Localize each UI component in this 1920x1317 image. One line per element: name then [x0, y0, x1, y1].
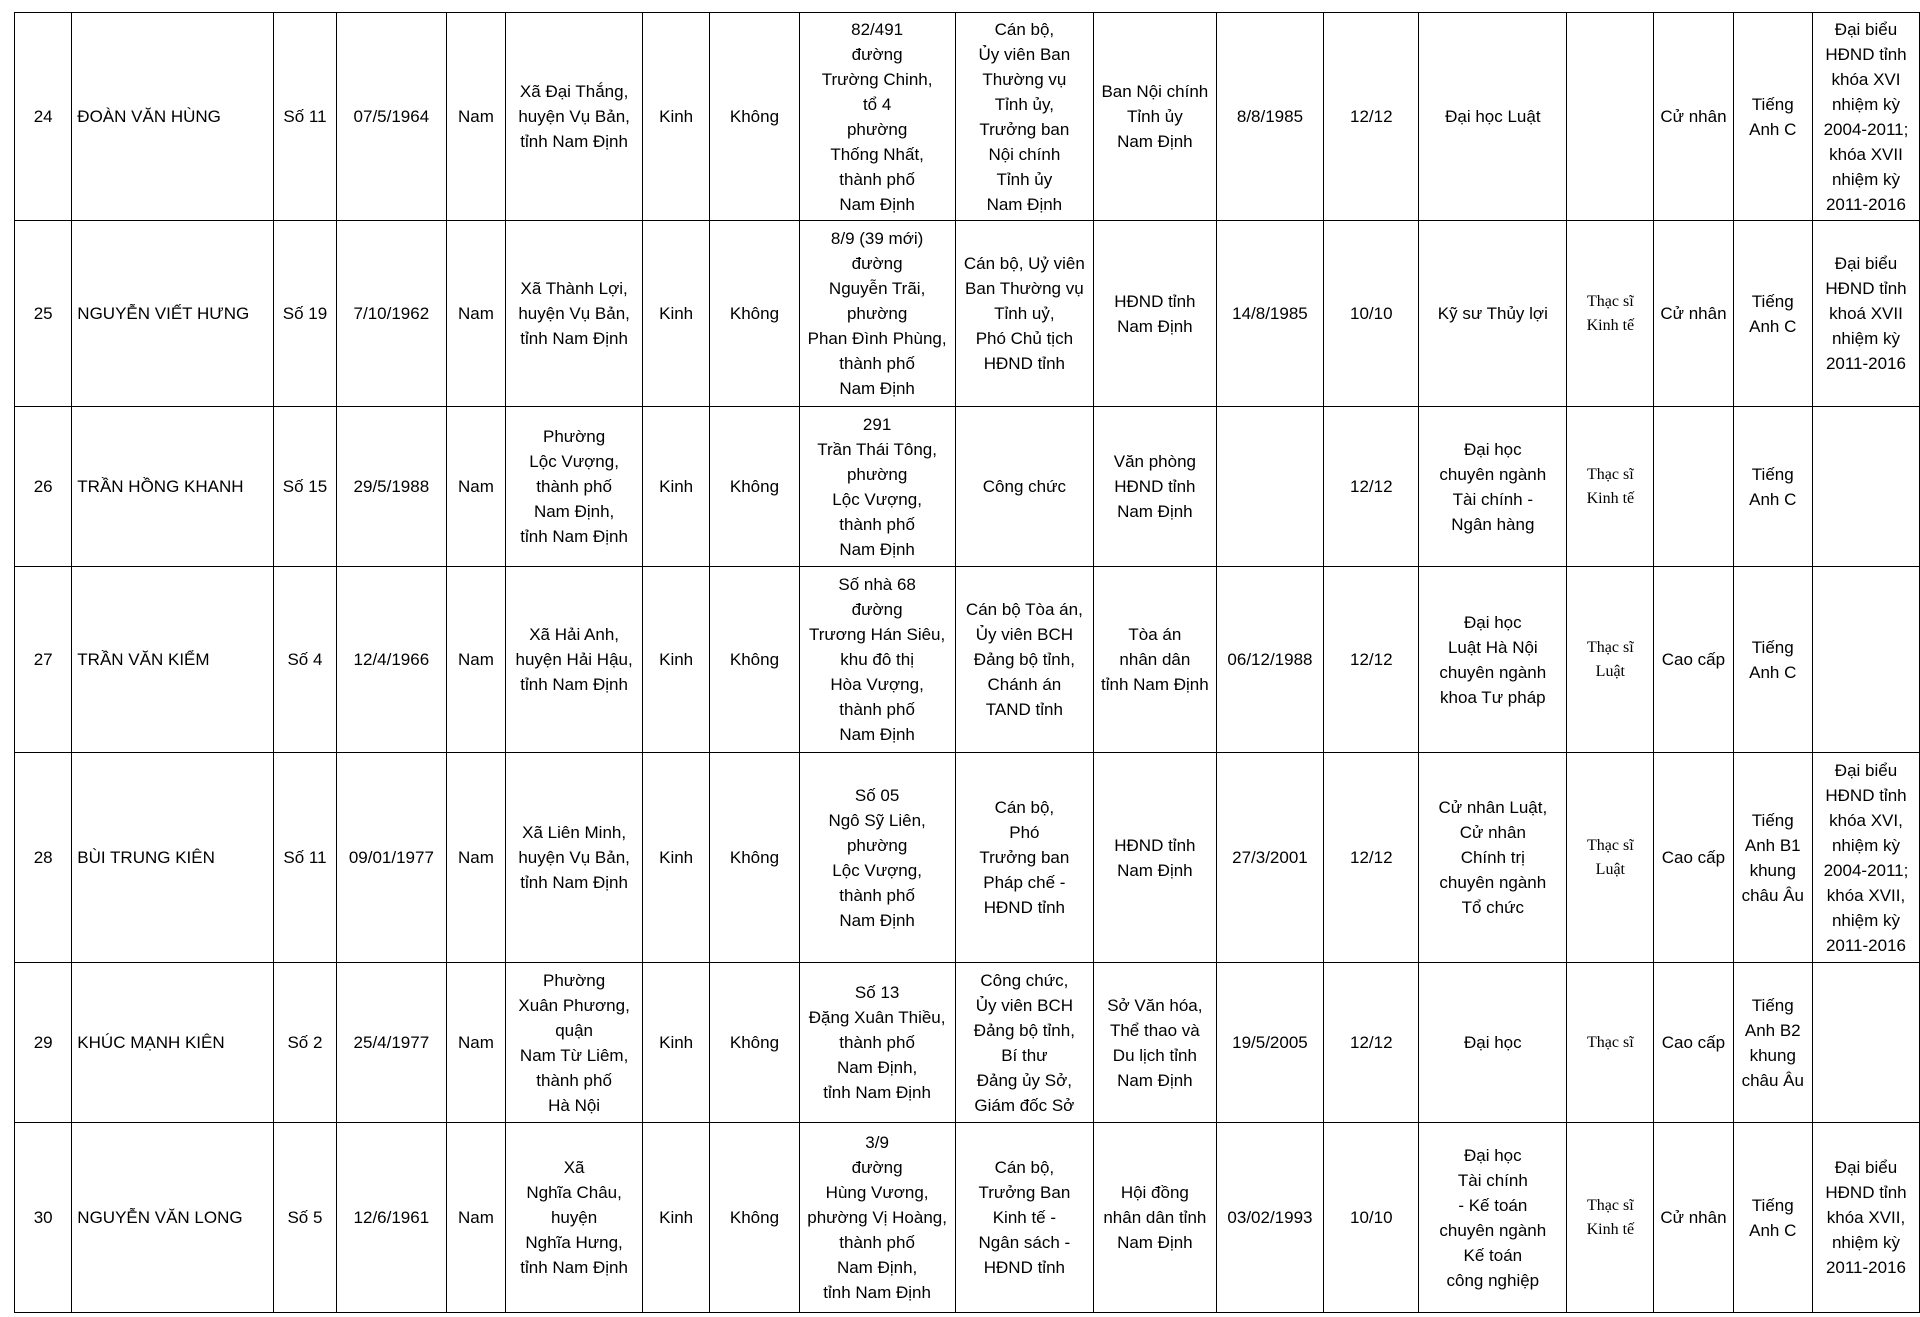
cell-ethnicity: Kinh [642, 221, 709, 407]
cell-religion: Không [710, 753, 799, 963]
cell-political: Cử nhân [1654, 13, 1733, 221]
cell-education: 10/10 [1324, 221, 1419, 407]
cell-specialty: Kỹ sư Thủy lợi [1419, 221, 1567, 407]
cell-name: KHÚC MẠNH KIÊN [72, 963, 274, 1123]
cell-gender: Nam [446, 963, 506, 1123]
cell-gender: Nam [446, 13, 506, 221]
cell-hometown: Phường Xuân Phương, quận Nam Từ Liêm, thành phố Hà Nội [506, 963, 643, 1123]
cell-specialty: Đại học Luật Hà Nội chuyên ngành khoa Tư pháp [1419, 567, 1567, 753]
cell-workplace: HĐND tỉnh Nam Định [1094, 221, 1217, 407]
cell-name: NGUYỄN VĂN LONG [72, 1123, 274, 1313]
cell-council [1812, 567, 1919, 753]
table-row [15, 221, 1920, 407]
cell-hometown: Xã Nghĩa Châu, huyện Nghĩa Hưng, tỉnh Nam Định [506, 1123, 643, 1313]
cell-religion: Không [710, 567, 799, 753]
cell-specialty: Đại học Luật [1419, 13, 1567, 221]
table-row [15, 1123, 1920, 1313]
cell-ethnicity: Kinh [642, 407, 709, 567]
cell-name: TRẦN VĂN KIỂM [72, 567, 274, 753]
cell-name: TRẦN HỒNG KHANH [72, 407, 274, 567]
cell-council: Đại biểu HĐND tỉnh khoá XVII nhiệm kỳ 2011-2016 [1812, 221, 1919, 407]
cell-position: Công chức [955, 407, 1093, 567]
cell-hometown: Xã Hải Anh, huyện Hải Hậu, tỉnh Nam Định [506, 567, 643, 753]
cell-residence: 291 Trần Thái Tông, phường Lộc Vượng, thành phố Nam Định [799, 407, 955, 567]
cell-party-date: 27/3/2001 [1216, 753, 1324, 963]
cell-specialty: Đại học chuyên ngành Tài chính - Ngân hàng [1419, 407, 1567, 567]
cell-workplace: HĐND tỉnh Nam Định [1094, 753, 1217, 963]
cell-ethnicity: Kinh [642, 1123, 709, 1313]
cell-so: Số 5 [273, 1123, 336, 1313]
cell-workplace: Tòa án nhân dân tỉnh Nam Định [1094, 567, 1217, 753]
cell-gender: Nam [446, 753, 506, 963]
cell-specialty: Cử nhân Luật, Cử nhân Chính trị chuyên ngành Tổ chức [1419, 753, 1567, 963]
cell-so: Số 11 [273, 13, 336, 221]
cell-gender: Nam [446, 221, 506, 407]
cell-council [1812, 407, 1919, 567]
cell-name: NGUYỄN VIẾT HƯNG [72, 221, 274, 407]
cell-language: Tiếng Anh B1 khung châu Âu [1733, 753, 1812, 963]
cell-education: 12/12 [1324, 407, 1419, 567]
cell-political: Cử nhân [1654, 1123, 1733, 1313]
cell-party-date: 14/8/1985 [1216, 221, 1324, 407]
cell-name: BÙI TRUNG KIÊN [72, 753, 274, 963]
cell-position: Công chức, Ủy viên BCH Đảng bộ tỉnh, Bí thư Đảng ủy Sở, Giám đốc Sở [955, 963, 1093, 1123]
cell-position: Cán bộ, Trưởng Ban Kinh tế - Ngân sách - HĐND tỉnh [955, 1123, 1093, 1313]
cell-political: Cử nhân [1654, 221, 1733, 407]
cell-degree: Thạc sĩ Kinh tế [1567, 407, 1654, 567]
cell-education: 12/12 [1324, 567, 1419, 753]
cell-religion: Không [710, 1123, 799, 1313]
cell-hometown: Xã Đại Thắng, huyện Vụ Bản, tỉnh Nam Định [506, 13, 643, 221]
cell-position: Cán bộ, Phó Trưởng ban Pháp chế - HĐND tỉnh [955, 753, 1093, 963]
cell-name: ĐOÀN VĂN HÙNG [72, 13, 274, 221]
cell-residence: 3/9 đường Hùng Vương, phường Vị Hoàng, thành phố Nam Định, tỉnh Nam Định [799, 1123, 955, 1313]
cell-position: Cán bộ, Ủy viên Ban Thường vụ Tỉnh ủy, Trưởng ban Nội chính Tỉnh ủy Nam Định [955, 13, 1093, 221]
cell-council [1812, 963, 1919, 1123]
cell-hometown: Xã Thành Lợi, huyện Vụ Bản, tỉnh Nam Định [506, 221, 643, 407]
cell-position: Cán bộ Tòa án, Ủy viên BCH Đảng bộ tỉnh, Chánh án TAND tỉnh [955, 567, 1093, 753]
cell-degree [1567, 13, 1654, 221]
cell-education: 10/10 [1324, 1123, 1419, 1313]
cell-political [1654, 407, 1733, 567]
cell-so: Số 11 [273, 753, 336, 963]
cell-party-date: 19/5/2005 [1216, 963, 1324, 1123]
cell-stt: 28 [15, 753, 72, 963]
cell-education: 12/12 [1324, 963, 1419, 1123]
cell-religion: Không [710, 407, 799, 567]
cell-political: Cao cấp [1654, 963, 1733, 1123]
cell-ethnicity: Kinh [642, 13, 709, 221]
cell-ethnicity: Kinh [642, 567, 709, 753]
cell-dob: 7/10/1962 [337, 221, 447, 407]
cell-dob: 07/5/1964 [337, 13, 447, 221]
candidate-table [14, 12, 1920, 1313]
cell-degree: Thạc sĩ Kinh tế [1567, 221, 1654, 407]
cell-hometown: Xã Liên Minh, huyện Vụ Bản, tỉnh Nam Định [506, 753, 643, 963]
cell-so: Số 15 [273, 407, 336, 567]
cell-stt: 29 [15, 963, 72, 1123]
cell-party-date [1216, 407, 1324, 567]
table-row [15, 13, 1920, 221]
cell-residence: 8/9 (39 mới) đường Nguyễn Trãi, phường Phan Đình Phùng, thành phố Nam Định [799, 221, 955, 407]
cell-dob: 12/6/1961 [337, 1123, 447, 1313]
cell-residence: Số 13 Đặng Xuân Thiều, thành phố Nam Định, tỉnh Nam Định [799, 963, 955, 1123]
cell-ethnicity: Kinh [642, 963, 709, 1123]
cell-stt: 30 [15, 1123, 72, 1313]
cell-council: Đại biểu HĐND tỉnh khóa XVII, nhiệm kỳ 2011-2016 [1812, 1123, 1919, 1313]
cell-dob: 12/4/1966 [337, 567, 447, 753]
cell-degree: Thạc sĩ Luật [1567, 753, 1654, 963]
cell-language: Tiếng Anh B2 khung châu Âu [1733, 963, 1812, 1123]
cell-degree: Thạc sĩ [1567, 963, 1654, 1123]
cell-workplace: Hội đồng nhân dân tỉnh Nam Định [1094, 1123, 1217, 1313]
cell-degree: Thạc sĩ Luật [1567, 567, 1654, 753]
cell-stt: 24 [15, 13, 72, 221]
cell-language: Tiếng Anh C [1733, 1123, 1812, 1313]
cell-stt: 25 [15, 221, 72, 407]
table-row [15, 963, 1920, 1123]
cell-education: 12/12 [1324, 13, 1419, 221]
cell-dob: 29/5/1988 [337, 407, 447, 567]
cell-language: Tiếng Anh C [1733, 407, 1812, 567]
cell-language: Tiếng Anh C [1733, 13, 1812, 221]
cell-position: Cán bộ, Uỷ viên Ban Thường vụ Tỉnh uỷ, Phó Chủ tịch HĐND tỉnh [955, 221, 1093, 407]
cell-hometown: Phường Lộc Vượng, thành phố Nam Định, tỉnh Nam Định [506, 407, 643, 567]
cell-council: Đại biểu HĐND tỉnh khóa XVI, nhiệm kỳ 2004-2011; khóa XVII, nhiệm kỳ 2011-2016 [1812, 753, 1919, 963]
cell-workplace: Sở Văn hóa, Thể thao và Du lịch tỉnh Nam Định [1094, 963, 1217, 1123]
cell-residence: 82/491 đường Trường Chinh, tổ 4 phường Thống Nhất, thành phố Nam Định [799, 13, 955, 221]
cell-gender: Nam [446, 1123, 506, 1313]
cell-dob: 09/01/1977 [337, 753, 447, 963]
table-row [15, 567, 1920, 753]
cell-religion: Không [710, 963, 799, 1123]
cell-residence: Số nhà 68 đường Trương Hán Siêu, khu đô thị Hòa Vượng, thành phố Nam Định [799, 567, 955, 753]
cell-language: Tiếng Anh C [1733, 567, 1812, 753]
cell-so: Số 19 [273, 221, 336, 407]
cell-council: Đại biểu HĐND tỉnh khóa XVI nhiệm kỳ 2004-2011; khóa XVII nhiệm kỳ 2011-2016 [1812, 13, 1919, 221]
cell-stt: 27 [15, 567, 72, 753]
cell-degree: Thạc sĩ Kinh tế [1567, 1123, 1654, 1313]
cell-political: Cao cấp [1654, 567, 1733, 753]
cell-specialty: Đại học [1419, 963, 1567, 1123]
table-row [15, 407, 1920, 567]
cell-party-date: 03/02/1993 [1216, 1123, 1324, 1313]
table-row [15, 753, 1920, 963]
cell-so: Số 2 [273, 963, 336, 1123]
cell-party-date: 06/12/1988 [1216, 567, 1324, 753]
cell-party-date: 8/8/1985 [1216, 13, 1324, 221]
cell-dob: 25/4/1977 [337, 963, 447, 1123]
cell-specialty: Đại học Tài chính - Kế toán chuyên ngành Kế toán công nghiệp [1419, 1123, 1567, 1313]
cell-stt: 26 [15, 407, 72, 567]
cell-workplace: Văn phòng HĐND tỉnh Nam Định [1094, 407, 1217, 567]
cell-so: Số 4 [273, 567, 336, 753]
cell-education: 12/12 [1324, 753, 1419, 963]
cell-ethnicity: Kinh [642, 753, 709, 963]
cell-religion: Không [710, 13, 799, 221]
cell-gender: Nam [446, 567, 506, 753]
cell-political: Cao cấp [1654, 753, 1733, 963]
cell-workplace: Ban Nội chính Tỉnh ủy Nam Định [1094, 13, 1217, 221]
cell-language: Tiếng Anh C [1733, 221, 1812, 407]
cell-residence: Số 05 Ngô Sỹ Liên, phường Lộc Vượng, thành phố Nam Định [799, 753, 955, 963]
cell-religion: Không [710, 221, 799, 407]
cell-gender: Nam [446, 407, 506, 567]
